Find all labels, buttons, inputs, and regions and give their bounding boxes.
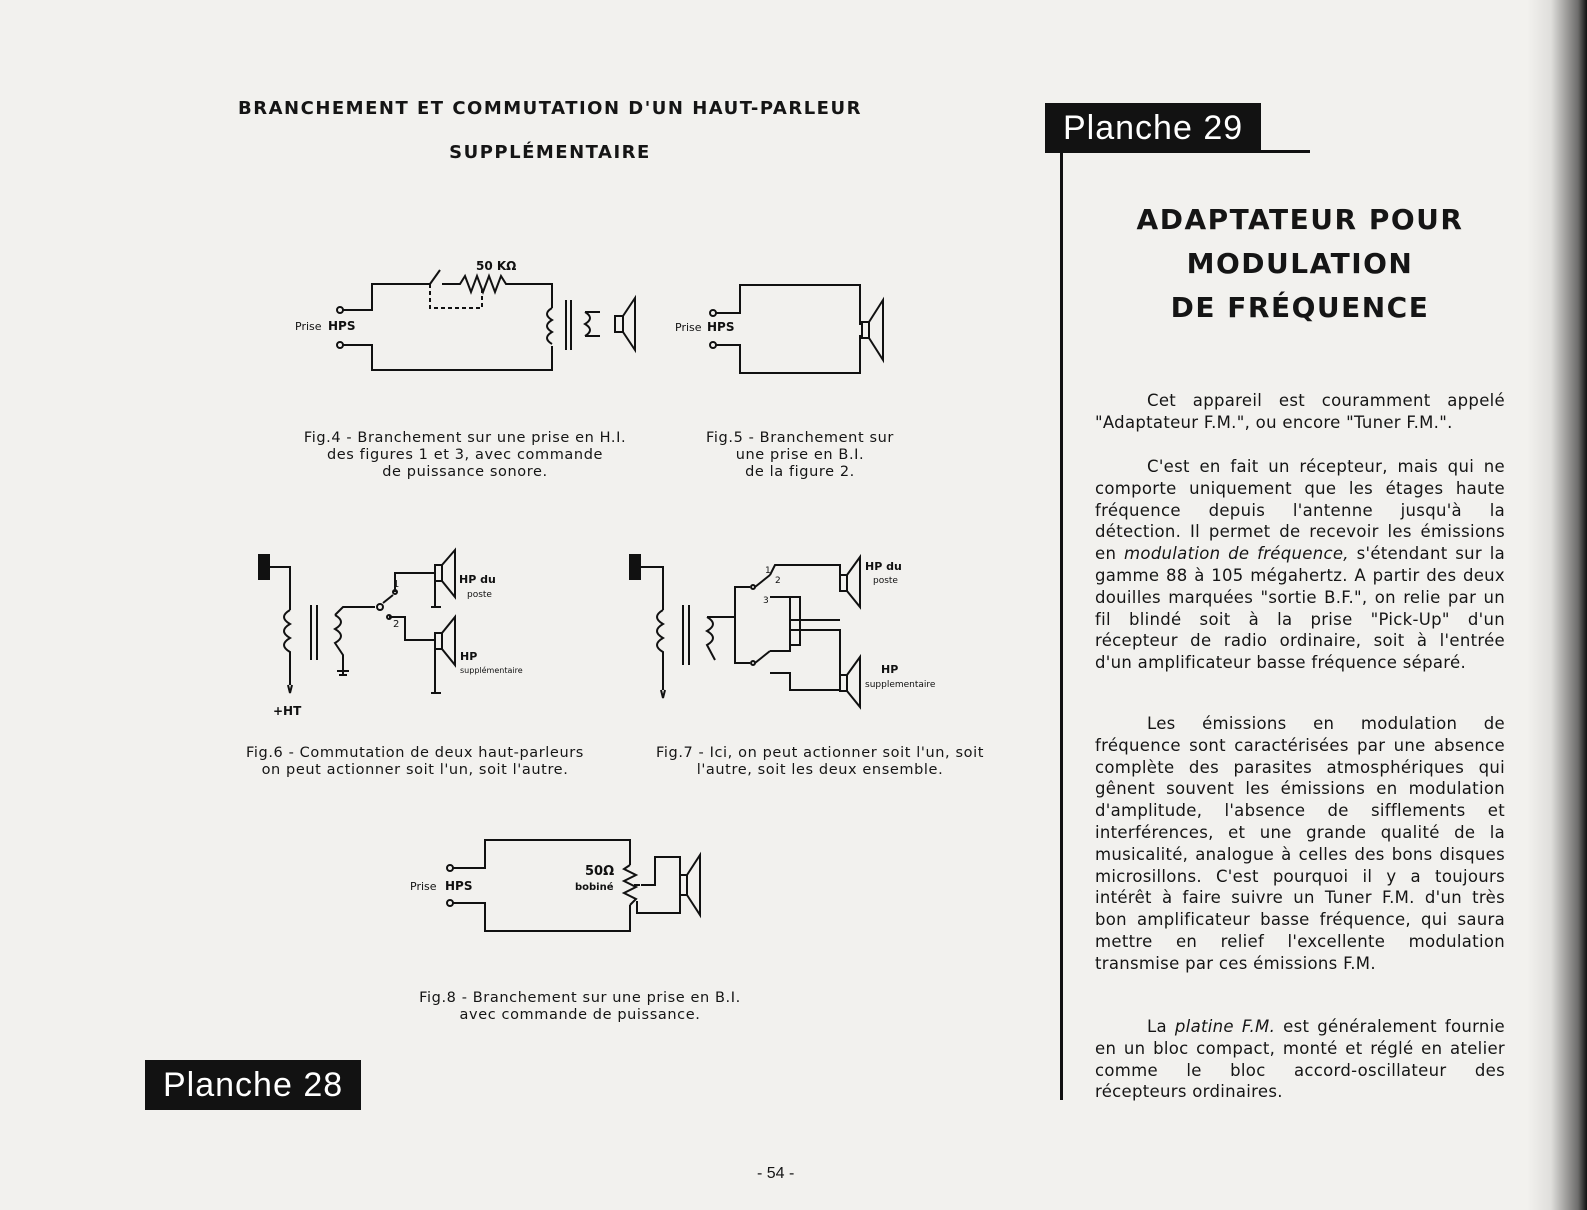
fig7-label-hp-supp-b: supplementaire [865,680,936,690]
fig7-caption [630,745,1010,779]
book-spine-shadow [1527,0,1587,1210]
p2-emphasis: modulation de fréquence, [1123,544,1349,564]
fig5-diagram [675,275,905,385]
fig6-label-hp-supp-b: supplémentaire [460,666,523,675]
fig5-caption-line: de la figure 2. [745,464,855,480]
fig8-caption-line: avec commande de puissance. [459,1007,701,1023]
fig6-label-pos2: 2 [393,619,400,630]
fig8-label-prise: Prise [410,880,437,893]
fig5-label-hps: HPS [707,320,735,334]
fig6-label-pos1: 1 [393,579,400,590]
p4-part-b: est généralement fournie en un bloc compact, monté et réglé en atelier comme le bloc accord-oscillateur des récepteurs ordinaires. [1095,1017,1505,1102]
paragraph-1 [1095,390,1505,434]
right-title-line: ADAPTATEUR POUR [1136,203,1464,236]
fig7-label-hp-poste-a: HP du [865,560,902,573]
fig4-label-hps: HPS [328,319,356,333]
fig6-label-hp-poste-a: HP du [459,573,496,586]
p2-part-b: s'étendant sur la gamme 88 à 105 mégahertz. A partir des deux douilles marquées "sortie B.F.", on relie par un fil blindé soit à la prise "Pick-Up" d'un récepteur de radio ordinaire, soit à l'entrée d'un amplificateur basse fréquence séparé. [1095,544,1505,673]
paragraph-3 [1095,713,1505,975]
fig4-caption-line: de puissance sonore. [382,464,548,480]
paragraph-4 [1095,1016,1505,1103]
fig8-label-hps: HPS [445,879,473,893]
fig7-label-hp-poste-b: poste [873,576,898,586]
plate-label-29: Planche 29 [1045,103,1261,153]
fig4-diagram [290,250,650,380]
fig7-caption-line: l'autre, soit les deux ensemble. [696,762,944,778]
right-title-line: DE FRÉQUENCE [1170,291,1430,324]
fig7-label-hp-supp-a: HP [881,663,899,676]
fig8-diagram [405,835,725,945]
p4-emphasis: platine F.M. [1174,1017,1276,1036]
fig4-caption-line: des figures 1 et 3, avec commande [326,447,604,463]
fig6-label-hp-poste-b: poste [467,590,492,600]
fig6-label-ht: +HT [273,704,302,718]
fig5-caption-line: Fig.5 - Branchement sur [706,430,894,446]
fig6-diagram [255,545,555,725]
right-frame-rule-vertical [1060,150,1063,1100]
fig6-caption-line: on peut actionner soit l'un, soit l'autre. [261,762,569,778]
fig4-label-prise: Prise [295,320,322,333]
fig6-caption [230,745,600,779]
fig8-caption [395,990,765,1024]
fig5-caption [690,430,910,481]
page-number: - 54 - [757,1165,795,1182]
paragraph-3-text: Les émissions en modulation de fréquence sont caractérisées par une absence complète des parasites atmosphériques qui gênent souvent les émissions en modulation d'amplitude, l'absence de sifflements et interférences, et une grande qualité de la musicalité, analogue à celles des bons disques microsillons. C'est pourquoi il y a toujours intérêt à faire suivre un Tuner F.M. d'un très bon amplificateur basse fréquence, qui saura mettre en relief l'excellente modulation transmise par ces émissions F.M. [1095,714,1505,973]
paragraph-1-text: Cet appareil est couramment appelé "Adaptateur F.M.", ou encore "Tuner F.M.". [1095,391,1505,432]
fig5-caption-line: une prise en B.I. [735,447,865,463]
fig6-caption-line: Fig.6 - Commutation de deux haut-parleurs [246,745,584,761]
fig4-label-resistor: 50 KΩ [476,259,517,273]
paragraph-4-text [1095,1016,1505,1103]
fig4-caption-line: Fig.4 - Branchement sur une prise en H.I. [303,430,627,446]
fig7-label-p1: 1 [765,566,771,576]
p4-part-a: La [1147,1017,1175,1036]
fig4-caption [280,430,650,481]
fig7-label-p2: 2 [775,576,781,586]
fig7-label-p3: 3 [763,596,769,606]
fig8-label-res: 50Ω [585,864,615,879]
plate-label-28: Planche 28 [145,1060,361,1110]
p2-part-a: C'est en fait un récepteur, mais qui ne comporte uniquement que les étages haute fréquence depuis l'antenne jusqu'à la détection. Il permet de recevoir les émissions en [1095,457,1505,564]
fig7-caption-line: Fig.7 - Ici, on peut actionner soit l'un, soit [656,745,984,761]
fig5-label-prise: Prise [675,321,702,334]
paragraph-2-text [1095,456,1505,674]
fig8-label-bobine: bobiné [575,882,614,893]
right-title [1090,198,1510,330]
fig8-caption-line: Fig.8 - Branchement sur une prise en B.I. [419,990,741,1006]
fig7-diagram [625,545,965,735]
left-heading-line2: SUPPLÉMENTAIRE [449,142,651,163]
paragraph-2 [1095,456,1505,674]
fig6-label-hp-supp-a: HP [460,650,478,663]
right-title-line: MODULATION [1186,247,1414,280]
left-heading-line1: BRANCHEMENT ET COMMUTATION D'UN HAUT-PARLEUR [238,98,862,119]
